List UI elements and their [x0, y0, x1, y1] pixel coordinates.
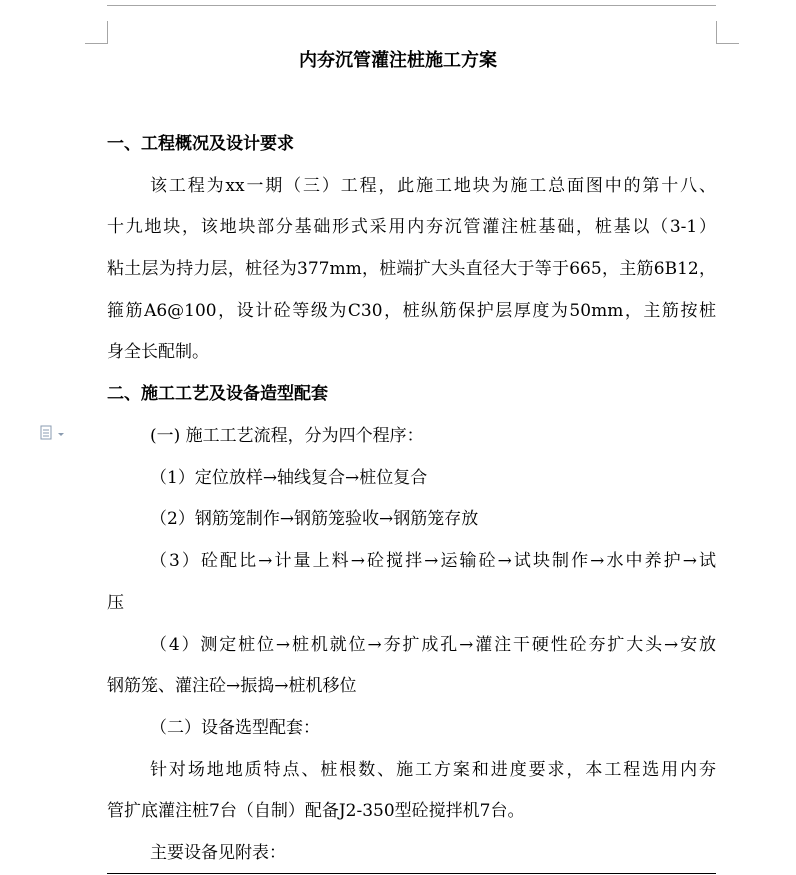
process-step: （4）测定桩位→桩机就位→夯扩成孔→灌注干硬性砼夯扩大头→安放 — [150, 635, 716, 655]
paragraph-line: 十九地块，该地块部分基础形式采用内夯沉管灌注桩基础，桩基以（3-1） — [107, 217, 716, 237]
equipment-note: 主要设备见附表： — [150, 843, 286, 863]
process-step-continued: 钢筋笼、灌注砼→振捣→桩机移位 — [107, 676, 357, 696]
paragraph-line: 粘土层为持力层，桩径为377mm，桩端扩大头直径大于等于665，主筋6B12， — [107, 259, 716, 279]
margin-corner-mark-left — [85, 21, 108, 44]
section-heading-overview: 一、工程概况及设计要求 — [107, 134, 294, 154]
paragraph-line: 管扩底灌注桩7台（自制）配备J2-350型砼搅拌机7台。 — [107, 801, 525, 821]
process-step: （1）定位放样→轴线复合→桩位复合 — [150, 468, 428, 488]
subheading-process-flow: (一) 施工工艺流程，分为四个程序： — [150, 426, 424, 446]
paragraph-line: 箍筋A6@100，设计砼等级为C30，桩纵筋保护层厚度为50mm，主筋按桩 — [107, 301, 716, 321]
document-title: 内夯沉管灌注桩施工方案 — [299, 50, 497, 71]
paragraph-line: 针对场地地质特点、桩根数、施工方案和进度要求，本工程选用内夯 — [150, 760, 716, 780]
section-heading-process: 二、施工工艺及设备造型配套 — [107, 384, 328, 404]
margin-corner-mark-right — [716, 21, 739, 44]
process-step: （3）砼配比→计量上料→砼搅拌→运输砼→试块制作→水中养护→试 — [150, 551, 716, 571]
process-step: （2）钢筋笼制作→钢筋笼验收→钢筋笼存放 — [150, 509, 479, 529]
subheading-equipment: （二）设备选型配套： — [150, 718, 320, 738]
header-margin-line — [107, 5, 716, 6]
paragraph-line: 身全长配制。 — [107, 342, 209, 362]
paragraph-line: 该工程为xx一期（三）工程，此施工地块为施工总面图中的第十八、 — [150, 176, 716, 196]
process-step-continued: 压 — [107, 593, 124, 613]
table-top-border — [107, 873, 716, 874]
paragraph-options-icon[interactable] — [40, 425, 66, 441]
